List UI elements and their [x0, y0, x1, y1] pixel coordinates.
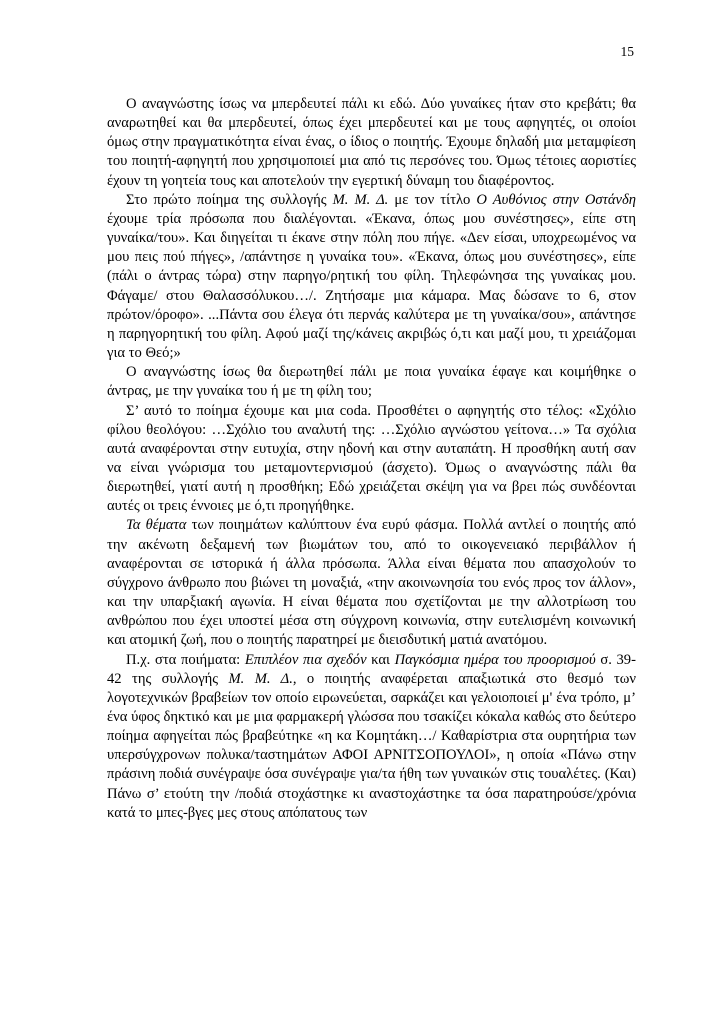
paragraph-6	[107, 651, 636, 823]
paragraph-3	[107, 363, 636, 401]
text-run: με τον τίτλο	[388, 191, 477, 208]
text-run: Στο πρώτο ποίημα της συλλογής	[126, 191, 333, 208]
text-run: Σ’ αυτό το ποίημα έχουμε και μια coda. Προσθέτει ο αφηγητής στο τέλος: «Σχόλιο φίλου θεολόγου: …Σχόλιο του αναλυτή της: …Σχόλιο αγνώστου γείτονα…» Τα σχόλια αυτά αναφέρονται στην ευτυχία, στην ηδονή και στην αυταπάτη. Η προσθήκη αυτή σαν να είναι γνώρισμα του μεταμοντερνισμού (άσχετο). Όμως ο αναγνώστης πάλι θα διερωτηθεί, γιατί αυτή η προσθήκη; Εδώ χρειάζεται σκέψη για να βρει πώς συνδέονται αυτές οι τρεις έννοιες με ό,τι προηγήθηκε.	[107, 402, 636, 515]
paragraph-1	[107, 95, 636, 191]
paragraph-5	[107, 516, 636, 650]
italic-title-run: Μ. Μ. Δ.	[332, 191, 389, 208]
page-number: 15	[620, 44, 634, 59]
text-run: και	[366, 651, 395, 668]
italic-title-run: Επιπλέον πια σχεδόν	[244, 651, 367, 668]
italic-title-run: Τα θέματα	[126, 517, 187, 534]
paragraph-2	[107, 191, 636, 363]
italic-title-run: Ο Αυθόνιος στην Οστάνδη	[476, 191, 637, 208]
text-run: των ποιημάτων καλύπτουν ένα ευρύ φάσμα. Πολλά αντλεί ο ποιητής από την ακένωτη δεξαμενή των βιωμάτων του, από το οικογενειακό περιβάλλον ή αναφέρονται σε ιστορικά ή άλλα πρόσωπα. Άλλα είναι θέματα που απασχολούν το σύγχρονο άνθρωπο που βιώνει τη μοναξιά, «την ακοινωνησία του ενός προς τον άλλον», και την υπαρξιακή αγωνία. Η είναι θέματα που σχετίζονται με την αλλοτρίωση του ανθρώπου που έχει υποστεί μέσα στη σύγχρονη κοινωνία, στην ευτελισμένη κοινωνική και ατομική ζωή, που ο ποιητής παρατηρεί με διεισδυτική ματιά ανατόμου.	[107, 517, 637, 649]
italic-title-run: Μ. Μ. Δ.	[228, 670, 293, 687]
text-run: , ο ποιητής αναφέρεται απαξιωτικά στο θεσμό των λογοτεχνικών βραβείων τον οποίο ειρωνεύεται, σαρκάζει και γελοιοποιεί μ' ένα τρόπο, μ’ ένα ύφος δηκτικό και με μια φαρμακερή γλώσσα που τσακίζει κόκαλα καθώς στο δεύτερο ποίημα αφηγείται πώς βραβεύτηκε «η κα Κομητάκη…/ Καθαρίστρια στα ουρητήρια των υπερσύγχρονων πολυκα/ταστημάτων ΑΦΟΙ ΑΡΝΙΤΣΟΠΟΥΛΟΙ», η οποία «Πάνω στην πράσινη ποδιά συνέγραψε όσα συνέγραψε για/τα ήθη των γυναικών στις τουαλέτες. (Και) Πάνω σ’ ετούτη την /ποδιά στοχάστηκε κι αναστοχάστηκε τα όσα παρατηρούσε/χρόνια κατά το μπες-βγες μες στους απόπατους των	[107, 670, 637, 821]
text-run: έχουμε τρία πρόσωπα που διαλέγονται. «Έκανα, όπως μου συνέστησες», είπε στη γυναίκα/του». Και διηγείται τι έκανε στην πόλη που πήγε. «Δεν είσαι, υποχρεωμένος να μου πεις πού πήγες», /απάντησε η γυναίκα του». «Έκανα, όπως μου συνέστησες», είπε (πάλι ο άντρας τώρα) στην παρηγο/ρητική του φίλη. Τηλεφώνησα της γυναίκας μου. Φάγαμε/ στου Θαλασσόλυκου…/. Ζητήσαμε μια κάμαρα. Μας δώσανε το 6, στον πρώτον/όροφο». ...Πάντα σου έλεγα ότι περνάς καλύτερα με τη γυναίκα/σου», απάντησε η παρηγορητική του φίλη. Αφού μαζί της/κάνεις ακριβώς ό,τι και μαζί μου, τι χρειάζομαι για το Θεό;»	[107, 210, 636, 362]
body-text	[107, 95, 636, 823]
text-run: Ο αναγνώστης ίσως θα διερωτηθεί πάλι με ποια γυναίκα έφαγε και κοιμήθηκε ο άντρας, με την γυναίκα του ή με τη φίλη του;	[107, 364, 636, 400]
paragraph-4	[107, 402, 636, 517]
text-run: Π.χ. στα ποιήματα:	[126, 651, 245, 668]
text-run: σ. 39-42 της συλλογής	[107, 651, 636, 687]
italic-title-run: Παγκόσμια ημέρα του προορισμού	[394, 651, 596, 668]
text-run: Ο αναγνώστης ίσως να μπερδευτεί πάλι κι εδώ. Δύο γυναίκες ήταν στο κρεβάτι; θα αναρωτηθεί και θα μπερδευτεί, όπως έχει μπερδευτεί και με τους αφηγητές, οι οποίοι όμως στην πραγματικότητα είναι ένας, ο ίδιος ο ποιητής. Έχουμε δηλαδή μια μεταμφίεση του ποιητή-αφηγητή που χρησιμοποιεί μια από τις περσόνες του. Όμως τέτοιες αοριστίες έχουν τη γοητεία τους και αποτελούν την εγερτική δύναμη του διαφέροντος.	[107, 96, 636, 189]
